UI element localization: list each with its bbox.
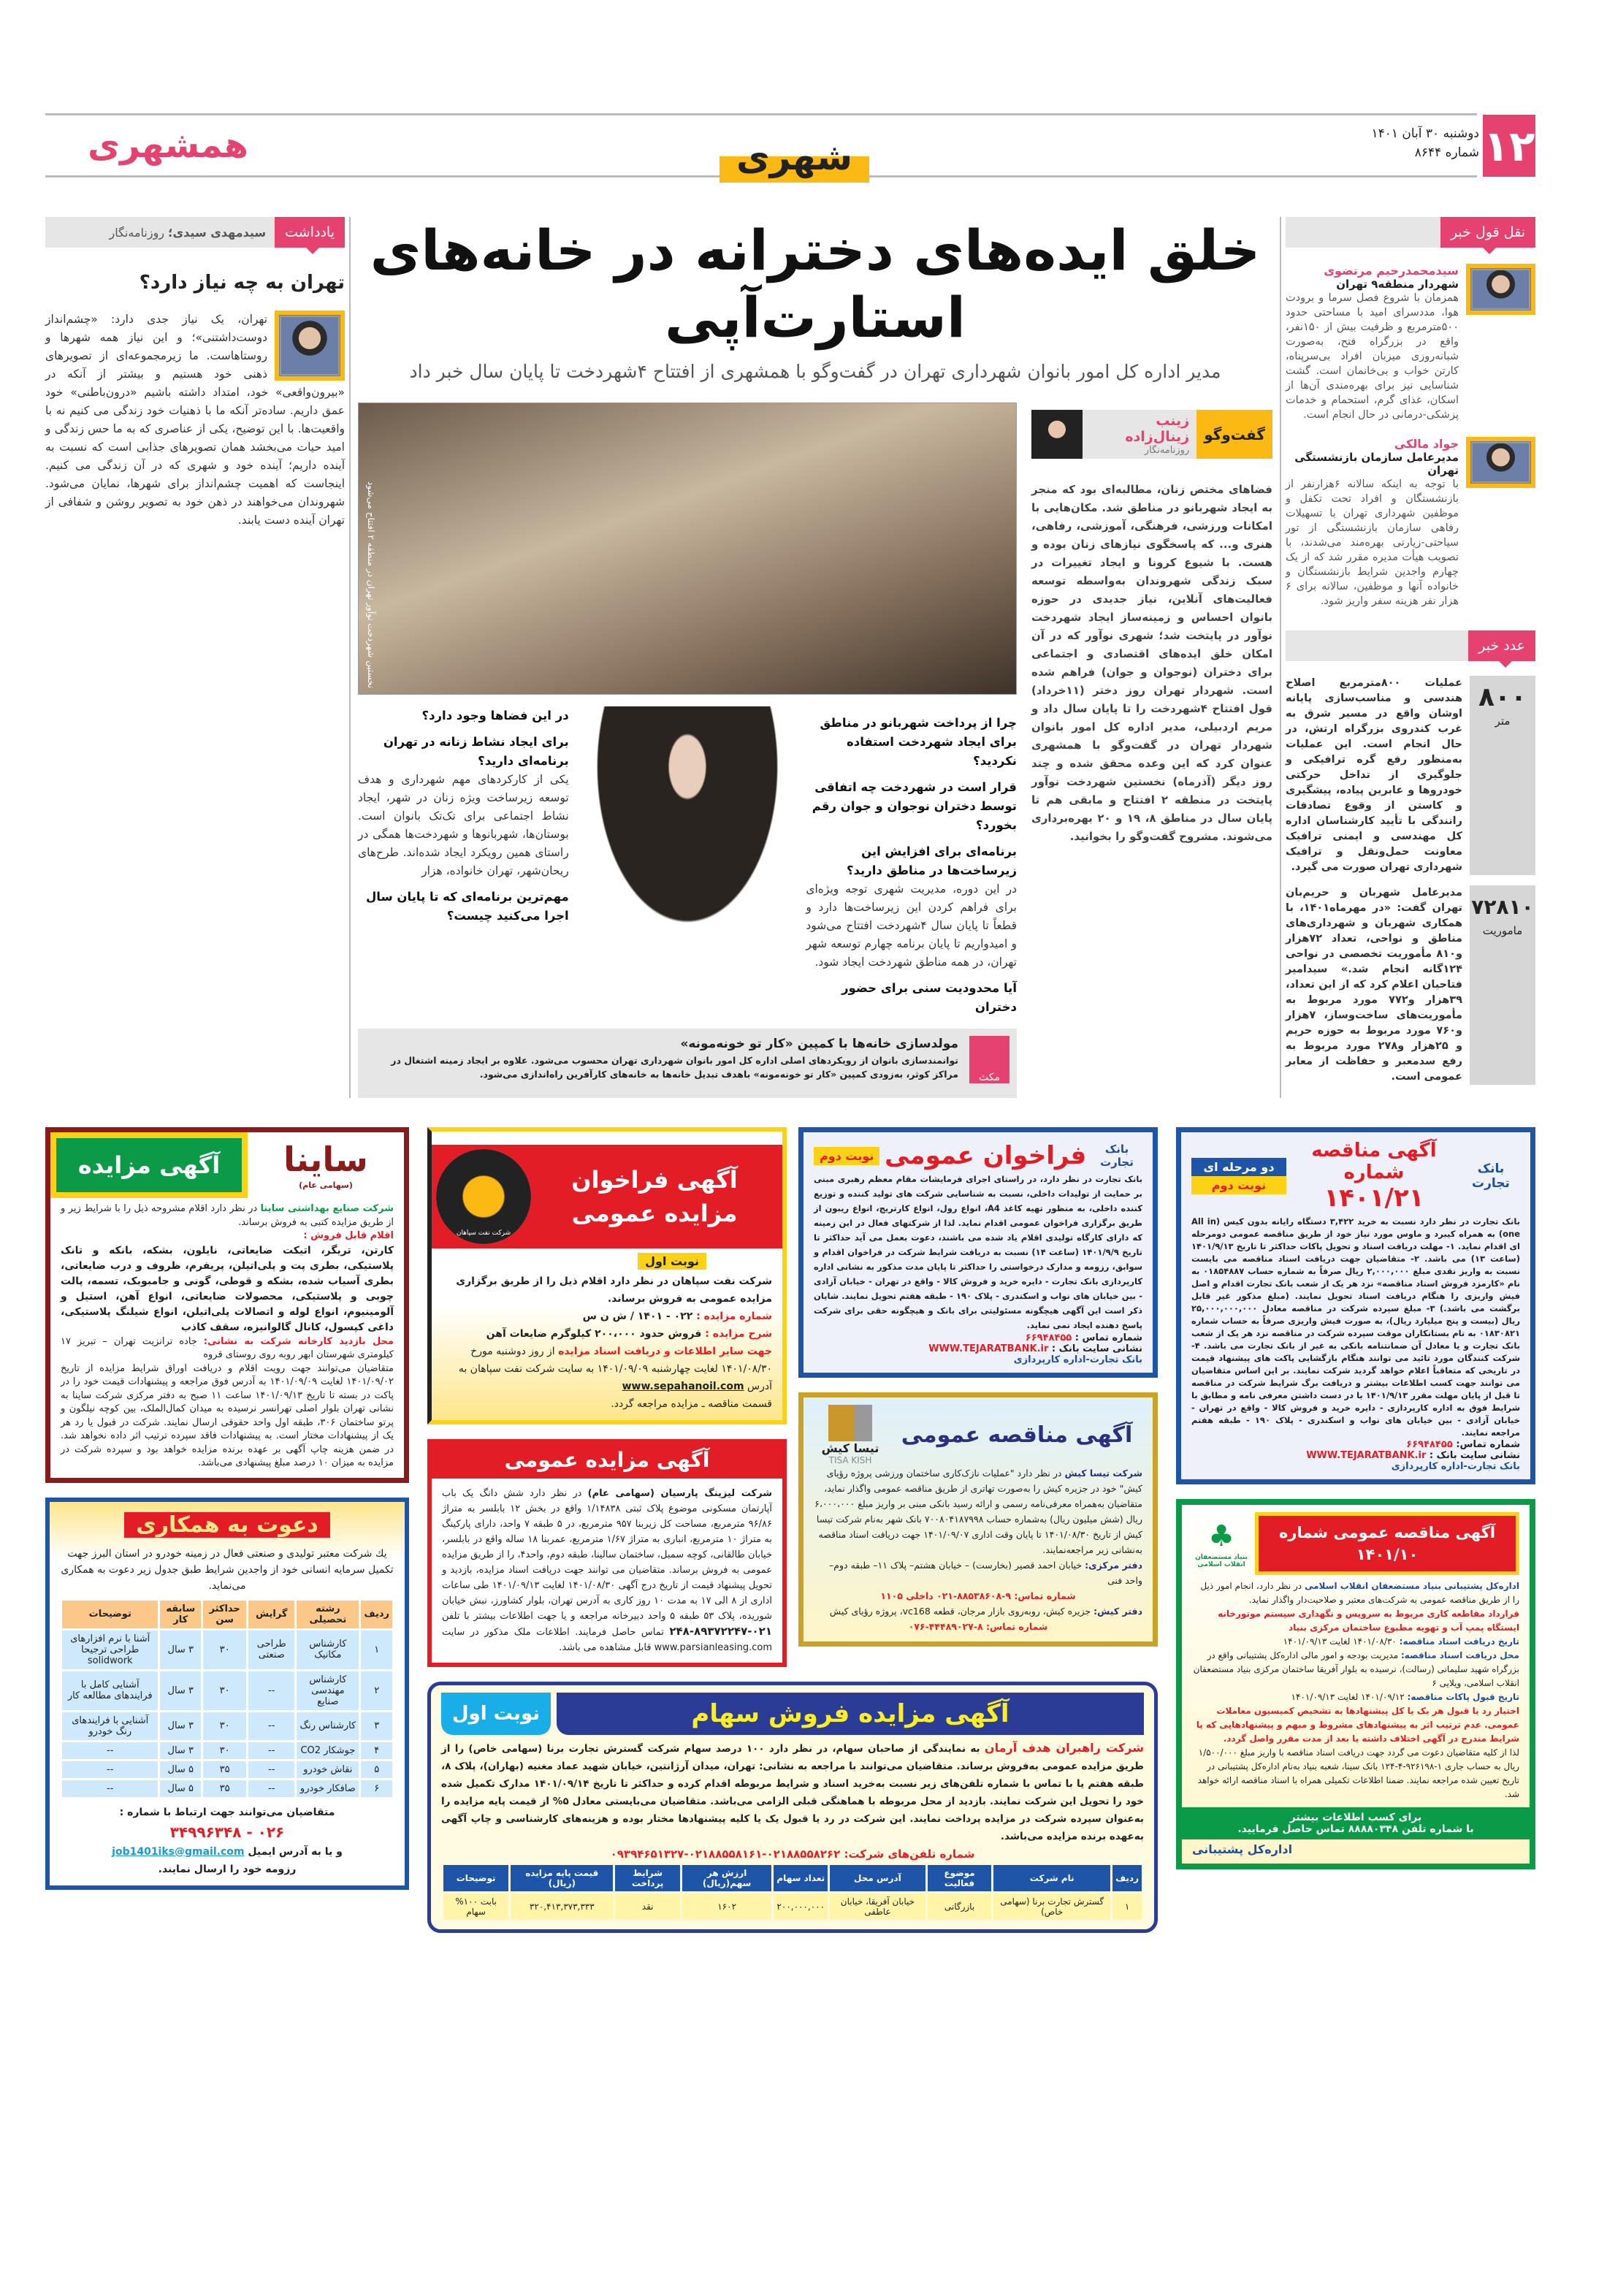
header-top-rule <box>45 113 1477 115</box>
ad-davat: دعوت به همکاری یك شركت معتبر تولیدی و صنعتی فعال در زمینه خودرو در استان البرز جهت تكمیل سرمایه انسانی خود از واجدین شرایط طبق جدول زیر دعوت به همكاری می‌نماید. ردیف رشته تحصیلی گرایش حداکثر سن سابقه کار توضیحات ۱ کارشناس مکانیک طراحی صنعتی ۳۰ ۳ سال آشنا با نرم افزارهای طراحی ترجیحا solidwork ۲ کارشناس مهندسی صنایع -- ۳۰ ۳ سال آشنایی کامل با فرایندهای مطالعه کار ۳ کارشناس رنگ -- ۳۰ ۳ سال آشنایی با فرایندهای رنگ خودرو ۴ جوشکار CO2 -- ۳۰ ۳ سال -- ۵ نقاش خودرو -- ۳۵ ۵ سال -- ۶ صافکار خودرو -- ۳۵ ۵ سال -- متقاضیان می‌توانند جهت ارتباط با شماره : ۰۲۶ - ۳۴۹۹۶۳۴۸ و یا به آدرس ایمیل job1401iks@gmail.com رزومه خود را ارسال نمایند. <box>45 1498 409 1890</box>
table-cell: ۳۰ <box>219 1744 230 1756</box>
table-cell: طراحی صنعتی <box>256 1639 286 1660</box>
ads-stack-mid-left <box>427 1127 787 1667</box>
issue-number: شماره ۸۶۴۴ <box>1414 145 1479 160</box>
sidebar-box <box>358 1029 1017 1098</box>
ads-row <box>0 1127 1607 1933</box>
table-cell: آشنایی کامل با فرایندهای مطالعه کار <box>67 1679 153 1701</box>
ad-body: در نظر دارد شش دانگ یک باب آپارتمان مسکونی موضوع پلاک ثبتی ۱/۱۴۸۳۸ واقع در بخش ۱۲ بابلسر به متراژ ۹۶/۸۶ مترمربع، مساحت کل زیربنا ۹۵۷ مترمربع، در ۵ طبقه ۷ واحد، دارای پارکینگ به متراژ ۱۰ مترمربع، انباری به متراژ ۱/۶۷ مترمربع، عمربنا ۱۸ ساله واقع در بابلسر، خیابان طالقانی، کوچه سمبل، ساختمان سالینا، طبقه دوم، واحد۴، را از طریق مزایده عمومی به فروش برساند. متقاضیان می توانند جهت دریافت اسناد مزایده، بازدید و تحویل پیشنهاد قیمت از تاریخ درج آگهی ۱۴۰۱/۰۸/۳۰ لغایت ۱۴۰۱/۰۹/۱۳ طی ساعات اداری از ۸ الی ۱۷ به مدت ۱۰ روز کاری به آدرس تهران، بلوار کشاورز، نبش خیابان شوریده، پلاک ۵۳ طبقه ۵ واحد دبیرخانه مراجعه و یا جهت اطلاعات بیشتر با تلفن <box>442 1488 772 1622</box>
table-cell: کارشناس رنگ <box>299 1720 356 1731</box>
ad-items: کارتن، تریگر، اتیکت ضایعاتی، نایلون، بشکه، بانکه و تانک پلاستیکی، بطری پت و پلی‌اتیلن، پریفرم، ظروف و درب ضایعاتی، بطری آسیاب شده، بشکه و قوطی، گونی و جامبوبک، تسمه، پالت چوبی و پلاستیکی، محصولات ضایعاتی، انواع آهن، استیل و آلومینیوم، انواع لوله و اتصالات پلی‌اتیلن، انواع شیلنگ پلاستیکی، داغی کپسول، کانال گالوانیزه، سقف کاذب <box>61 1244 394 1333</box>
note-title: تهران به چه نیاز دارد؟ <box>139 272 345 294</box>
ad-body: بانک تجارت در نظر دارد نسبت به خرید ۳,۴۲۲ دستگاه رایانه بدون کیس (All in one) به همراه کیبرد و ماوس مورد نیاز خود از طریق مناقصه عمومی دومرحله ای اقدام نماید. ۱- مهلت دریافت اسناد و تحویل پاکات حداکثر تا تاریخ ۱۴۰۱/۹/۱۳ (ساعت ۱۳) می باشد. ۲- متقاضیان جهت دریافت اسناد مناقصه می بایست نسبت به واریز نقدی مبلغ ۲,۰۰۰,۰۰۰ ریال صرفاً به شماره حساب ۰۱۸۵۴۸۸۷ به نام «کارمزد فروش اسناد مناقصه» نزد هر یک از شعب بانک تجارت اقدام و اصل فیش واریزی را هنگام دریافت اسناد تحویل نمایند. (مبلغ مذکور غیر قابل برگشت می باشد.) ۳- مبلغ سپرده شرکت در مناقصه معادل ۲۵,۰۰۰,۰۰۰,۰۰۰ ریال (بیست و پنج میلیارد ریال)، به صورت فیش واریزی صرفاً به حساب شماره ۰۱۸۳۰۸۲۱ به نام بستانکاران موقت سپرده شرکت در مناقصه نزد هر یک از شعب بانک تجارت و یا معادل آن ضمانتنامه بانکی به غیر از بانک تجارت می باشد. ۴- شرکت کنندگان مورد تائید می توانند هنگام بازگشایی پاکت های پیشنهاد قیمت در تاریخی که متعاقباً اعلام خواهد گردید شرکت نمایند. بر این اساس متقاضیان می توانند جهت کسب اطلاعات بیشتر و دریافت برگ شرایط شرکت در مناقصه تا قبل از پایان مهلت مقرر ۱۴۰۱/۹/۱۳ با در دست داشتن معرفی نامه و مطابق با شرایط فوق به اداره کارپردازی - دایره خرید و فروش کالا - واقع در تهران - خیابان آزادی - بین خیابان های نواب و اسکندری - پلاک ۱۹۰ - طبقه هفتم مراجعه نمایند. <box>1191 1216 1521 1438</box>
ad-tisa-kish: آگهی مناقصه عمومی تیسا کیش TISA KISH شرکت تیسا کیش در نظر دارد "عملیات نازک‌کاری ساختمان ورزشی پروژه رؤیای کیش" خود در جزیره کیش را به‌صورت تهاتری از طریق مناقصه عمومی واگذار نماید، متقاضیان به‌همراه معرفی‌نامه رسمی و ارائه رسید بانکی مبنی بر واریز مبلغ ۶،۰۰۰،۰۰۰ ریال (شش میلیون ریال) به‌شماره حساب ۷۰۰۸۰۴۱۸۷۹۹۸ بانک شهر به‌نام شرکت تیسا کیش از تاریخ ۱۴۰۱/۰۸/۳۰ تا پایان وقت اداری ۱۴۰۱/۰۹/۰۷ جهت دریافت اسناد مناقصه به‌نشانی زیر مراجعه‌نمایند. دفتر مرکزی: خیابان احمد قصیر (بخارست) – خیابان هشتم– پلاک ۱۱– طبقه دوم– واحد فنی شماره تماس: ۹-۸۸۵۳۸۶۰۸-۰۲۱ داخلی ۱۱۰۵ دفتر کیش: جزیره کیش، روبه‌روی بازار مرجان، قطعه vc168، پروژه رؤیای کیش شماره تماس: ۸-۴۴۴۸۹۰۲۷-۰۷۶ <box>798 1392 1158 1647</box>
quote-text: با توجه به اینکه سالانه ۶هزارنفر از بازنشستگان و افراد تحت تکفل و موظفین شهرداری تهران با تسهیلات رفاهی سازمان بازنشستگی از تور سیاحتی-زیارتی بهره‌مند می‌شدند، با تصویب هیأت مدیره مقرر شد که از یک چهارم واجدین شرایط بازنشستگان و خانواده آنها و موظفین، سالانه برای ۶ هزار نفر هزینه سفر واریز شود. <box>1286 478 1459 607</box>
ad-title: مزایده عمومی <box>571 1200 738 1227</box>
phone-number: ۶۶۹۴۸۴۵۵ <box>1025 1332 1072 1343</box>
table-cell: کارشناس مهندسی صنایع <box>309 1674 347 1707</box>
ad-title: آگهی مزایده فروش سهام <box>557 1693 1144 1735</box>
ad-intro: یك شركت معتبر تولیدی و صنعتی فعال در زمینه خودرو در استان البرز جهت تكمیل سرمایه انسانی خود از واجدین شرایط طبق جدول زیر دعوت به همكاری می‌نماید. <box>61 1547 394 1592</box>
table-cell: صافکار خودرو <box>299 1782 356 1794</box>
qa-block <box>806 842 1017 1017</box>
ad-body: در نظر دارد "عملیات نازک‌کاری ساختمان ورزشی پروژه رؤیای کیش" خود در جزیره کیش را به‌صورت تهاتری از طریق مناقصه عمومی واگذار نماید، متقاضیان به‌همراه معرفی‌نامه رسمی و ارائه رسید بانکی مبنی بر واریز مبلغ ۶،۰۰۰،۰۰۰ ریال (شش میلیون ریال) به‌شماره حساب ۷۰۰۸۰۴۱۸۷۹۹۸ بانک شهر به‌نام شرکت تیسا کیش از تاریخ ۱۴۰۱/۰۸/۳۰ تا پایان وقت اداری ۱۴۰۱/۰۹/۰۷ جهت دریافت اسناد مناقصه به‌نشانی زیر مراجعه‌نمایند. <box>814 1468 1142 1555</box>
table-cell: ۳ سال <box>167 1720 194 1731</box>
table-cell: ۳۲۰,۴۱۳,۳۷۳,۳۳۳ <box>529 1902 595 1912</box>
phone-label: شماره تماس: <box>1456 1439 1520 1450</box>
section-title: شهری <box>719 131 869 183</box>
article-body-area <box>358 403 1272 1098</box>
ad-org: اداره‌کل پشتیبانی بنیاد مستضعفان انقلاب اسلامی <box>1304 1581 1519 1591</box>
ad-title: آگهی مناقصه عمومی شماره ۱۴۰۱/۱۰ <box>1255 1512 1519 1575</box>
phone-number: ۰۲۶ - ۳۴۹۹۶۳۴۸ <box>169 1823 285 1841</box>
quote-name: سیدمحمدرحیم مرتضوی <box>1324 264 1459 278</box>
table-cell: نقد <box>641 1902 654 1912</box>
page-header <box>0 0 1607 190</box>
table-cell: ۳۵ <box>219 1782 230 1794</box>
ad-number: ۱۴۰۱/۲۱ <box>1324 1183 1424 1213</box>
ad-company: شرکت تیسا کیش <box>1064 1468 1142 1479</box>
number-box <box>1470 676 1535 875</box>
table-row <box>62 1780 392 1797</box>
main-article <box>349 217 1281 1098</box>
sidebar-body: توانمندسازی بانوان از رویکردهای اصلی اداره کل امور بانوان شهرداری تهران محسوب می‌شود. علاوه بر ایجاد زمینه اشتغال در مراکز کوثر، به‌زودی کمپین «کار تو خونه‌مونه» باهدف تبدیل خانه‌ها به خانه‌های کارآفرین راه‌اندازی می‌شود. <box>391 1055 958 1080</box>
table-cell: ۲۰۰,۰۰۰,۰۰۰ <box>776 1902 825 1912</box>
tejarat-logo: بانک تجارت <box>1472 1162 1510 1191</box>
phone-number: ۰۲۱۸۸۵۵۸۲۶۲-۰۲۱۸۸۵۵۸۱۶۱-۰۹۳۹۴۶۵۱۳۲۷ <box>610 1847 841 1861</box>
table-row <box>62 1761 392 1778</box>
number-text: عملیات ۸۰۰مترمربع اصلاح هندسی و مناسب‌سازی پایانه اوشان واقع در مسیر شرق به غرب کندروی بزرگراه ارتش، در حال انجام است. این عملیات به‌منظور رفع گره ترافیکی و جلوگیری از تداخل حرکتی خودروها و عابرین پیاده، پیشگیری و کاستن از وقوع تصادفات رانندگی با تأیید کارشناسان اداره کل مهندسی و ایمنی ترافیک معاونت حمل‌ونقل و ترافیک شهرداری تهران صورت می گیرد. <box>1286 677 1462 873</box>
issue-info <box>1337 124 1479 162</box>
phone-number: شماره تماس: ۸-۴۴۴۸۹۰۲۷-۰۷۶ <box>908 1621 1048 1632</box>
ads-stack-left <box>45 1127 409 1890</box>
phone-number: ۶۶۹۴۸۴۵۵ <box>1406 1439 1453 1450</box>
number-value: ۷۲۸۱۰ <box>1471 895 1534 919</box>
note-body: تهران، یک نیاز جدی دارد: «چشم‌انداز دوست‌داشتنی»؛ و این نیاز همه شهرها و روستاهاست. ما زیرمجموعه‌ای از تصویرهای ذهنی خود هستیم و بیشتر از آنکه در «بیرون‌واقعی» خود، امتداد داشته باشیم «درون‌باطنی» خود عمق داریم. ساده‌تر آنکه ما با ذهنیات خود زندگی می کنیم نه با واقعیت‌ها. با این توضیح، یکی از عناصری که به ما حس زندگی و امید حیات می‌بخشد همان تصویرهای جذابی است که نسبت به آینده داریم؛ آینده خود و شهری که در آن زندگی می کنیم. اینجاست که اهمیت چشم‌انداز برای شهرها، نمایان می‌شود. شهروندان می‌خواهند در ذهن خود به تصویر روشن و شفافی از تهران آینده دست یابند. <box>45 313 345 527</box>
number-item <box>1286 676 1535 875</box>
interview-byline <box>1031 403 1272 846</box>
ads-stack-right <box>1176 1127 1535 1869</box>
ad-badge: نوبت اول <box>441 1693 551 1735</box>
ad-tejarat-call: بانک تجارت فراخوان عمومی نوبت دوم بانک تجارت در نظر دارد، در راستای اجرای فرمایشات مقام معظم رهبری مبنی بر حمایت از تولیدات داخلی، نسبت به شناسایی شرکت های تولید کننده و توزیع کننده داخلی، به منظور تهیه کاغذ A4، انواع رول، انواع کارتریج، انواع ریبون از طریق برگزاری فراخوان عمومی اقدام نماید. لذا از شرکتهای فعال در این زمینه که دارای کارگاه تولیدی اقلام یاد شده می باشند، دعوت بعمل می آید حداکثر تا تاریخ ۱۴۰۱/۹/۹ (ساعت ۱۴) نسبت به دریافت شرایط شرکت در فراخوان اقدام و سوابق، رزومه و مدارک درخواستی را حداکثر تا پایان مدت مذکور به نشانی اداره کارپردازی بانک تجارت - دایره خرید و فروش کالا - واقع در تهران - خیابان آزادی - بین خیابان های نواب و اسکندری - پلاک ۱۹۰ - طبقه هفتم تحویل نمایند. شایان ذکر است این آگهی هیچگونه مسئولیتی برای بانک و هیچگونه حقی برای شرکت پاسخ دهنده ایجاد نمی نماید. شماره تماس : ۶۶۹۴۸۴۵۵ نشانی سایت بانک : WWW.TEJARATBANK.ir بانک تجارت-اداره کارپردازی <box>798 1127 1158 1378</box>
ad-title: آگهی مزایده عمومی <box>432 1443 782 1479</box>
table-cell: ۵ سال <box>167 1782 194 1794</box>
table-cell: ۳ سال <box>167 1644 194 1655</box>
ad-footer: اداره‌کل پشتیبانی <box>1192 1842 1293 1856</box>
quote-text: همزمان با شروع فصل سرما و برودت هوا، مددسرای امید با مساحتی حدود ۵۰۰مترمربع و ظرفیت بیش از ۱۵۰نفر، واقع در بزرگراه فتح، به‌صورت شبانه‌روزی میزبان افراد بی‌سرپناه، کارتن خواب و بی‌خانمان است. گشت شناسایی نیز برای بهره‌مندی آن‌ها از اسکان، غذای گرم، استحمام و خدمات پزشکی-درمانی در حال انجام است. <box>1286 292 1459 421</box>
question: برای ایجاد نشاط زنانه در تهران برنامه‌ای دارید؟ <box>383 735 569 768</box>
qa-block <box>358 888 569 926</box>
table-cell: -- <box>107 1744 114 1756</box>
table-cell: ۱ <box>1124 1902 1130 1912</box>
ad-intro: در نظر دارد اقلام مشروحه ذیل را با شرایط زیر و از طریق مزایده کتبی به فروش برساند. <box>61 1203 394 1228</box>
note-author: سیدمهدی سیدی؛ <box>168 225 267 240</box>
table-cell: -- <box>268 1763 275 1775</box>
reporter-name: زینب زینال‌زاده <box>1125 413 1190 445</box>
ad-company: شرکت صنایع بهداشتی ساینا <box>260 1203 394 1214</box>
answer: یکی از کارکردهای مهم شهرداری و هدف توسعه زیرساخت ویژه زنان در شهر، ایجاد نشاط اجتماعی برای تک‌تک بانوان است. بوستان‌ها، شهربانوها و شهردخت‌ها همگی در راستای همین رویکرد ایجاد شده‌اند. طرح‌های ریحان‌شهر، تهران خانواده، هزار <box>358 773 569 877</box>
website-link[interactable]: www.sepahanoil.com <box>622 1381 744 1392</box>
interviewee-photo <box>582 706 793 947</box>
table-cell: ۳۰ <box>219 1685 230 1696</box>
quote-role: شهردار منطقه۹ تهران <box>1336 278 1459 291</box>
issue-date: دوشنبه ۳۰ آبان ۱۴۰۱ <box>1371 126 1479 141</box>
table-cell: -- <box>268 1685 275 1696</box>
table-cell: گسترش تجارت برنا (سهامی خاص) <box>1000 1896 1104 1917</box>
ad-title: فراخوان عمومی <box>885 1141 1087 1170</box>
table-cell: ۴ <box>374 1744 380 1756</box>
sepahan-logo: شرکت نفت سپاهان <box>436 1149 531 1244</box>
reporter-role: روزنامه‌نگار <box>1144 445 1190 456</box>
ad-subject: قرارداد مقاطعه کاری مربوط به سرویس و نگهداری سیستم موتورخانه ایستگاه پمپ آب و تهویه مطبوع ساختمان مرکزی بنیاد <box>1218 1609 1519 1633</box>
ad-company: شرکت راهبران هدف آرمان <box>984 1741 1144 1755</box>
ads-middle <box>427 1127 1158 1933</box>
number-unit: متر <box>1495 714 1511 728</box>
article-headline: خلق ایده‌های دخترانه در خانه‌های استارت‌آپی <box>370 218 1261 350</box>
quote-role: مدیرعامل سازمان بازنشستگی تهران <box>1294 451 1459 477</box>
quote-portrait <box>1466 437 1535 488</box>
question: چرا از پرداخت شهربانو در مناطق برای ایجاد شهردخت استفاده نکردید؟ <box>820 716 1017 768</box>
ads-stack-mid-right <box>798 1127 1158 1647</box>
table-cell: نقاش خودرو <box>303 1763 353 1775</box>
table-cell: آشنا با نرم افزارهای طراحی ترجیحا solidwork <box>70 1633 150 1666</box>
tejarat-logo: بانک تجارت <box>1100 1143 1134 1169</box>
quote-item <box>1286 437 1535 609</box>
sidebar-title: مولدسازی خانه‌ها با کمپین «کار تو خونه‌مونه» <box>680 1037 958 1051</box>
table-cell: خیابان آفریقا، خیابان عاطفی <box>840 1896 915 1917</box>
ad-badge: نوبت اول <box>638 1253 706 1270</box>
ad-title: آگهی مزایده <box>50 1132 248 1198</box>
table-cell: ۳ <box>374 1720 380 1731</box>
ad-company: شرکت لیزینگ پارسیان (سهامی عام) <box>587 1488 772 1499</box>
interview-columns <box>358 706 1017 1017</box>
table-cell: ۶ <box>374 1782 380 1794</box>
table-row <box>62 1742 392 1759</box>
ad-title: آگهی فراخوان <box>571 1166 738 1194</box>
table-cell: -- <box>107 1782 114 1794</box>
note-tag: یادداشت سیدمهدی سیدی؛ روزنامه‌نگار <box>45 217 345 248</box>
ad-body: لذا از کلیه متقاضیان دعوت می گردد جهت دریافت اسناد مناقصه با واریز مبلغ ۱/۵۰۰/۰۰۰ ریال به حساب جاری ۱-۹۲۶۱۹۸-۴-۱۲۴ بانک سینا، شعبه بنیاد به‌نام اداره‌کل پشتیبانی در تاریخ تعیین شده مراجعه نمایند. ضمنا اطلاعات تکمیلی همراه با اسناد مناقصه ارائه خواهد شد. <box>1197 1747 1519 1799</box>
ad-body: بانک تجارت در نظر دارد، در راستای اجرای فرمایشات مقام معظم رهبری مبنی بر حمایت از تولیدات داخلی، نسبت به شناسایی شرکت های تولید کننده و توزیع کننده داخلی، به منظور تهیه کاغذ A4، انواع رول، انواع کارتریج، انواع ریبون از طریق برگزاری فراخوان عمومی اقدام نماید. لذا از شرکتهای فعال در این زمینه که دارای کارگاه تولیدی اقلام یاد شده می باشند، دعوت بعمل می آید حداکثر تا تاریخ ۱۴۰۱/۹/۹ (ساعت ۱۴) نسبت به دریافت شرایط شرکت در فراخوان اقدام و سوابق، رزومه و مدارک درخواستی را حداکثر تا پایان مدت مذکور به نشانی اداره کارپردازی بانک تجارت - دایره خرید و فروش کالا - واقع در تهران - خیابان آزادی - بین خیابان های نواب و اسکندری - پلاک ۱۹۰ - طبقه هفتم تحویل نمایند. شایان ذکر است این آگهی هیچگونه مسئولیتی برای بانک و هیچگونه حقی برای شرکت پاسخ دهنده ایجاد نمی نماید. <box>814 1174 1143 1330</box>
question: آیا محدودیت سنی برای حضور دختران <box>841 981 1017 1014</box>
ad-badge: نوبت دوم <box>814 1147 879 1165</box>
shares-table: ردیف نام شرکت موضوع فعالیت آدرس محل تعداد سهام ارزش هر سهم(ریال) شرایط پرداخت قیمت پایه مزایده (ریال) توضیحات ۱ گسترش تجارت برنا (سهامی خاص) بازرگانی خیابان آفریقا، خیابان عاطفی ۲۰۰,۰۰۰,۰۰۰ ۱۶۰۲ نقد ۳۲۰,۴۱۳,۳۷۳,۳۳۳ بابت ۱۰۰% سهام <box>441 1863 1144 1922</box>
table-cell: جوشکار CO2 <box>300 1744 356 1756</box>
ad-badge: دو مرحله ای <box>1191 1158 1286 1176</box>
number-box <box>1470 885 1535 1085</box>
reporter-photo <box>1031 410 1083 459</box>
article-subhead: مدیر اداره کل امور بانوان شهرداری تهران در گفت‌وگو با همشهری از افتتاح ۴شهردخت تا پایان سال خبر داد <box>409 361 1221 382</box>
table-cell: ۳ سال <box>167 1685 194 1696</box>
interview-tag: گفت‌وگو <box>1196 410 1272 459</box>
site-label: نشانی سایت بانک : <box>1429 1450 1520 1461</box>
ad-footer: بانک تجارت-اداره کارپردازی <box>1013 1354 1142 1365</box>
ad-body: متقاضیان می‌توانند جهت رویت اقلام و دریافت اوراق شرایط مزایده از تاریخ ۱۴۰۱/۰۹/۰۲ لغایت ۱۴۰۱/۰۹/۰۹ به آدرس فوق مراجعه و پیشنهادات قیمت خود را در پاکت در بسته تا تاریخ ۱۴۰۱/۰۹/۱۳ ساعت ۱۱ صبح به دفتر مرکزی شرکت ساینا به نشانی تهران بلوار اصلی تهرانسر نرسیده به میدان کمال‌الملک، بین کوچه نیلگون و پرتو ساختمان ۳۰۶، طبقه اول واحد حقوقی ارسال نمایند. شرکت در قبول یا رد هر یک از پیشنهادات مختار است. به پیشنهادات فاقد سپرده ترتیب اثر داده نخواهد شد. در ضمن هزینه چاپ آگهی بر عهده برنده مزایده خواهد بود و سپرده شرکت در مزایده به میزان ۱۰ درصد مبلغ پیشنهادی می‌باشد. <box>61 1362 394 1468</box>
table-cell: ۲ <box>374 1685 380 1696</box>
number-value: ۸۰۰ <box>1478 682 1527 712</box>
ad-body: به نمایندگی از صاحبان سهام، در نظر دارد ۱۰۰ درصد سهام شرکت گسترش تجارت برنا (سهامی خاص) را از طریق مزایده عمومی به‌فروش برساند. متقاضیان می‌توانند با مراجعه به نشانی: تهران، میدان آرژانتین، خیابان شهید عماد مغنیه (بهاران)، پلاک ۸، طبقه هفتم یا با تماس با شماره تلفن‌های زیر نسبت به‌خرید اسناد و شرایط مربوطه اقدام کرده و حداکثر تا تاریخ ۱۴۰۱/۰۹/۱۴ مدارک تکمیل شده خود را تحویل این شرکت نمایند. بازدید از محل مربوطه با هماهنگی قبلی الزامی می‌باشد. متقاضیان می‌بایستی معادل ۵% از قیمت پایه مزایده را به‌عنوان سپرده شرکت در مزایده پرداخت نمایند. این شرکت در رد یا قبول یک یا کلیه پیشنهادها مختار بوده و هزینه‌های کارشناسی و چاپ آگهی به‌عهده برنده مزایده می‌باشد. <box>441 1743 1144 1842</box>
table-cell: آشنایی با فرایندهای رنگ خودرو <box>72 1715 149 1737</box>
ad-title: آگهی مناقصه عمومی <box>901 1422 1133 1448</box>
article-main-columns <box>358 403 1017 1098</box>
table-cell: -- <box>268 1720 275 1731</box>
table-cell: ۳۵ <box>219 1763 230 1775</box>
question: برنامه‌ای برای افزایش این زیرساخت‌ها در مناطق دارید؟ <box>846 844 1017 877</box>
ad-tejarat-tender <box>1176 1127 1535 1484</box>
number-item <box>1286 885 1535 1085</box>
table-cell: ۱۶۰۲ <box>717 1902 737 1912</box>
table-cell: ۵ سال <box>167 1763 194 1775</box>
note-author-role: روزنامه‌نگار <box>109 225 165 240</box>
page-number: ۱۲ <box>1483 115 1535 177</box>
ad-info: برای کسب اطلاعات بیشتر با شماره تلفن ۸۸۸۸۰۳۴۸ تماس حاصل فرمایید. <box>1182 1807 1530 1839</box>
quote-item <box>1286 264 1535 422</box>
question: قرار است در شهردخت چه اتفاقی توسط دختران نوجوان و جوان رقم بخورد؟ <box>812 780 1017 832</box>
photo-caption: نخستین شهردخت نوآور تهران در منطقه ۲ افتتاح می‌شود <box>366 481 376 688</box>
phone-number: ۰۲۱-۸۹۳۷۲۲۴۷-۲۴۸ <box>669 1625 772 1638</box>
ad-title: دعوت به همکاری <box>124 1512 330 1538</box>
table-cell: ۳ سال <box>167 1744 194 1756</box>
quote-portrait <box>1466 264 1535 315</box>
sidebar-tag: مکث <box>969 1036 1009 1083</box>
table-cell: ۱ <box>374 1644 380 1655</box>
note-column <box>45 217 345 530</box>
table-cell: ۵ <box>374 1763 380 1775</box>
editorial-row <box>0 217 1607 1098</box>
ad-title: آگهی مناقصه شماره <box>1311 1140 1437 1183</box>
table-cell: کارشناس مکانیک <box>309 1639 347 1660</box>
quotes-tag: نقل قول خبر <box>1286 217 1535 248</box>
number-unit: ماموریت <box>1482 924 1523 937</box>
saina-logo: ساینا (سهامی عام) <box>283 1140 368 1190</box>
ad-badge: نوبت دوم <box>1191 1176 1286 1194</box>
qa-block <box>358 706 569 880</box>
number-text: مدیرعامل شهربان و حریم‌بان تهران گفت: «در مهرماه۱۴۰۱، با همکاری شهربان و شهرداری‌های مناطق و نواحی، تعداد ۷۲هزار و۸۱۰ مأموریت تخصصی در نواحی ۱۲۴گانه انجام شد.» سیدامیر فتاحیان اعلام کرد که از این تعداد، ۳۹هزار و۷۷۲ مورد مربوط به مأموریت‌های ساخت‌وساز، ۷هزار و۷۶۰ مورد مربوط به حوزه حریم و ۲۵هزار و۲۷۸ مورد مربوط به رفع سدمعبر و حفاظت از معابر عمومی است. <box>1286 887 1463 1083</box>
ad-warning: اختیار رد یا قبول هر یک یا کل پیشنهادها به تشخیص کمیسیون معاملات عمومی. عدم ترتیب اثر به پیشنهادهای مشروط و مبهم و پیشنهادهایی که با شرایط مندرج در آگهی اختلاف داشته یا بعد از مدت مقرر واصل گردد. <box>1196 1706 1519 1744</box>
ad-sepahan: آگهی فراخوان مزایده عمومی شرکت نفت سپاهان نوبت اول شرکت نفت سپاهان در نظر دارد اقلام ذیل را از طریق برگزاری مزایده عمومی به فروش برساند. شماره مزایده : ۰۲۲ - ۱۴۰۱ / ش ن س شرح مزایده : فروش حدود ۲۰۰،۰۰۰ کیلوگرم ضایعات آهن جهت سایر اطلاعات و دریافت اسناد مزایده از روز دوشنبه مورخ ۱۴۰۱/۰۸/۳۰ لغایت چهارشنبه ۱۴۰۱/۰۹/۰۹ به سایت شرکت نفت سپاهان به آدرس www.sepahanoil.com قسمت مناقصه ـ مزایده مراجعه گردد. <box>427 1127 787 1424</box>
table-row <box>443 1893 1142 1920</box>
answer: در این دوره، مدیریت شهری توجه ویژه‌ای برای فراهم کردن این زیرساخت‌ها دارد و قطعاً تا پایان سال ۴شهردخت افتتاح می‌شود و امیدواریم تا پایان برنامه چهارم توسعه شهر تهران، در همه مناطق شهردخت ایجاد شود. <box>806 882 1017 969</box>
article-lead: فضاهای مختص زنان، مطالبه‌ای بود که منجر به ایجاد شهربانو در مناطق شد. مکان‌هایی با امکانات ورزشی، فرهنگی، آموزشی، رفاهی، هنری و... که پاسخگوی نیازهای زنان بوده و هست. با شیوع کرونا و ایجاد تغییرات در سبک زندگی شهروندان به‌واسطه توسعه فعالیت‌های آنلاین، نیاز جدیدی در حوزه بانوان احساس و زمینه‌ساز ایجاد شهردخت نوآور در پایتخت شد؛ شهری نوآور که در آن امکان خلق ایده‌های اقتصادی و اجتماعی برای دختران (نوجوان و جوان) فراهم شده است. شهردار تهران روز دختر (۱۱خرداد) قول افتتاح ۴شهردخت را تا پایان سال داد و مریم اردبیلی، مدیر اداره کل امور بانوان شهردار تهران در گفت‌وگو با همشهری عنوان کرد که این وعده محقق شده و چند روز دیگر (آذرماه) نخستین شهردخت نوآور پایتخت در منطقه ۲ افتتاح و مابقی هم تا پایان سال در مناطق ۸، ۱۹ و ۲۰ بهره‌برداری می‌شوند. مشروح گفت‌وگو را بخوانید. <box>1031 483 1273 843</box>
bonyad-logo: ♣ بنیاد مستضعفان انقلاب اسلامی <box>1195 1519 1248 1568</box>
email-link[interactable]: job1401iks@gmail.com <box>112 1845 245 1858</box>
ad-intro: در نظر دارد، انجام امور ذیل را از طریق مناقصه عمومی به شرکت‌های معتبر و صلاحیت‌دار واگذار نماید. <box>1200 1581 1519 1605</box>
table-row <box>62 1671 392 1710</box>
table-cell: -- <box>268 1744 275 1756</box>
table-cell: بازرگانی <box>944 1902 975 1912</box>
quote-name: جواد مالکی <box>1394 437 1459 451</box>
table-cell: ۳۰ <box>219 1644 230 1655</box>
table-cell: -- <box>107 1763 114 1775</box>
table-cell: -- <box>268 1782 275 1794</box>
jobs-table: ردیف رشته تحصیلی گرایش حداکثر سن سابقه کار توضیحات ۱ کارشناس مکانیک طراحی صنعتی ۳۰ ۳ سال آشنا با نرم افزارهای طراحی ترجیحا solidwork ۲ کارشناس مهندسی صنایع -- ۳۰ ۳ سال آشنایی کامل با فرایندهای مطالعه کار ۳ کارشناس رنگ -- ۳۰ ۳ سال آشنایی با فرایندهای رنگ خودرو ۴ جوشکار CO2 -- ۳۰ ۳ سال -- ۵ نقاش خودرو -- ۳۵ ۵ سال -- ۶ صافکار خودرو -- ۳۵ ۵ سال -- <box>60 1598 394 1799</box>
ad-saina: ساینا (سهامی عام) آگهی مزایده شرکت صنایع بهداشتی ساینا در نظر دارد اقلام مشروحه ذیل را با شرایط زیر و از طریق مزایده کتبی به فروش برساند. اقلام قابل فروش : کارتن، تریگر، اتیکت ضایعاتی، نایلون، بشکه، بانکه و تانک پلاستیکی، بطری پت و پلی‌اتیلن، پریفرم، ظروف و درب ضایعاتی، بطری آسیاب شده، بشکه و قوطی، گونی و جامبوبک، تسمه، پالت چوبی و پلاستیکی، محصولات ضایعاتی، انواع آهن، استیل و آلومینیوم، انواع لوله و اتصالات پلی‌اتیلن، انواع شیلنگ پلاستیکی، داغی کپسول، کانال گالوانیزه، سقف کاذب محل بازدید کارخانه شرکت به نشانی: جاده ترانزیت تهران – تبریز ۱۷ کیلومتری شهرستان ابهر روبه روی روستای قروه متقاضیان می‌توانند جهت رویت اقلام و دریافت اوراق شرایط مزایده از تاریخ ۱۴۰۱/۰۹/۰۲ لغایت ۱۴۰۱/۰۹/۰۹ به آدرس فوق مراجعه و پیشنهادات قیمت خود را در پاکت در بسته تا تاریخ ۱۴۰۱/۰۹/۱۳ ساعت ۱۱ صبح به دفتر مرکزی شرکت ساینا به نشانی تهران بلوار اصلی تهرانسر نرسیده به میدان کمال‌الملک، بین کوچه نیلگون و پرتو ساختمان ۳۰۶، طبقه اول واحد حقوقی ارسال نمایند. شرکت در قبول یا رد هر یک از پیشنهادات مختار است. به پیشنهادات فاقد سپرده ترتیب اثر داده نخواهد شد. در ضمن هزینه چاپ آگهی بر عهده برنده مزایده خواهد بود و سپرده شرکت در مزایده به میزان ۱۰ درصد مبلغ پیشنهادی می‌باشد. <box>45 1127 409 1483</box>
ad-intro: شرکت نفت سپاهان در نظر دارد اقلام ذیل را از طریق برگزاری مزایده عمومی به فروش برساند. <box>456 1275 772 1305</box>
article-photo <box>358 403 1017 695</box>
table-cell: ۳۰ <box>219 1720 230 1731</box>
quotes-column <box>1286 217 1535 1085</box>
table-row <box>62 1712 392 1740</box>
website-link[interactable]: WWW.TEJARATBANK.ir <box>1306 1450 1427 1461</box>
phone-number: شماره تماس: ۹-۸۸۵۳۸۶۰۸-۰۲۱ داخلی ۱۱۰۵ <box>880 1590 1076 1601</box>
tisa-logo: تیسا کیش TISA KISH <box>814 1405 887 1465</box>
ad-sahm: آگهی مزایده فروش سهام نوبت اول شرکت راهبران هدف آرمان به نمایندگی از صاحبان سهام، در نظر دارد ۱۰۰ درصد سهام شرکت گسترش تجارت برنا (سهامی خاص) را از طریق مزایده عمومی به‌فروش برساند. متقاضیان می‌توانند با مراجعه به نشانی: تهران، میدان آرژانتین، خیابان شهید عماد مغنیه (بهاران)، پلاک ۸، طبقه هفتم یا با تماس با شماره تلفن‌های زیر نسبت به‌خرید اسناد و شرایط مربوطه اقدام کرده و حداکثر تا تاریخ ۱۴۰۱/۰۹/۱۴ مدارک تکمیل شده خود را تحویل این شرکت نمایند. بازدید از محل مربوطه با هماهنگی قبلی الزامی می‌باشد. متقاضیان می‌بایستی معادل ۵% از قیمت پایه مزایده را به‌عنوان سپرده شرکت در مزایده پرداخت نمایند. این شرکت در رد یا قبول یک یا کلیه پیشنهادها مختار بوده و هزینه‌های کارشناسی و چاپ آگهی به‌عهده برنده مزایده می‌باشد. شماره تلفن‌های شرکت: ۰۲۱۸۸۵۵۸۲۶۲-۰۲۱۸۸۵۵۸۱۶۱-۰۹۳۹۴۶۵۱۳۲۷ ردیف نام شرکت موضوع فعالیت آدرس محل تعداد سهام ارزش هر سهم(ریال) شرایط پرداخت قیمت پایه مزایده (ریال) توضیحات ۱ گسترش تجارت برنا (سهامی خاص) بازرگانی خیابان آفریقا، خیابان عاطفی ۲۰۰,۰۰۰,۰۰۰ ۱۶۰۲ نقد ۳۲۰,۴۱۳,۳۷۳,۳۳۳ بابت ۱۰۰% سهام <box>427 1682 1158 1933</box>
ad-bonyad: آگهی مناقصه عمومی شماره ۱۴۰۱/۱۰ ♣ بنیاد مستضعفان انقلاب اسلامی اداره‌کل پشتیبانی بنیاد مستضعفان انقلاب اسلامی در نظر دارد، انجام امور ذیل را از طریق مناقصه عمومی به شرکت‌های معتبر و صلاحیت‌دار واگذار نماید. قرارداد مقاطعه کاری مربوط به سرویس و نگهداری سیستم موتورخانه ایستگاه پمپ آب و تهویه مطبوع ساختمان مرکزی بنیاد تاریخ دریافت اسناد مناقصه: ۱۴۰۱/۰۸/۳۰ لغایت ۱۴۰۱/۰۹/۱۳ محل دریافت اسناد مناقصه: مدیریت بودجه و امور مالی اداره‌کل پشتیبانی واقع در بزرگراه شهید سلیمانی (رسالت)، نرسیده به بلوار آفریقا ساختمان مرکزی بنیاد مستضعفان انقلاب اسلامی، ویلایی ۶ تاریخ قبول پاکات مناقصه: ۱۴۰۱/۰۹/۱۲ لغایت ۱۴۰۱/۰۹/۱۳ اختیار رد یا قبول هر یک یا کل پیشنهادها به تشخیص کمیسیون معاملات عمومی. عدم ترتیب اثر به پیشنهادهای مشروط و مبهم و پیشنهادهایی که با شرایط مندرج در آگهی اختلاف داشته یا بعد از مدت مقرر واصل گردد. لذا از کلیه متقاضیان دعوت می گردد جهت دریافت اسناد مناقصه با واریز مبلغ ۱/۵۰۰/۰۰۰ ریال به حساب جاری ۱-۹۲۶۱۹۸-۴-۱۲۴ بانک سینا، شعبه بنیاد به‌نام اداره‌کل پشتیبانی در تاریخ تعیین شده مراجعه نمایند. ضمنا اطلاعات تکمیلی همراه با اسناد مناقصه ارائه خواهد شد. برای کسب اطلاعات بیشتر با شماره تلفن ۸۸۸۸۰۳۴۸ تماس حاصل فرمایید. اداره‌کل پشتیبانی <box>1176 1499 1535 1869</box>
ad-parsian: آگهی مزایده عمومی شرکت لیزینگ پارسیان (سهامی عام) در نظر دارد شش دانگ یک باب آپارتمان مسکونی موضوع پلاک ثبتی ۱/۱۴۸۳۸ واقع در بخش ۱۲ بابلسر به متراژ ۹۶/۸۶ مترمربع، مساحت کل زیربنا ۹۵۷ مترمربع، در ۵ طبقه ۷ واحد، دارای پارکینگ به متراژ ۱۰ مترمربع، انباری به متراژ ۱/۶۷ مترمربع، عمربنا ۱۸ ساله واقع در بابلسر، خیابان طالقانی، کوچه سمبل، ساختمان سالینا، طبقه دوم، واحد۴، را از طریق مزایده عمومی به فروش برساند. متقاضیان می توانند جهت دریافت اسناد مزایده، بازدید و تحویل پیشنهاد قیمت از تاریخ درج آگهی ۱۴۰۱/۰۸/۳۰ لغایت ۱۴۰۱/۰۹/۱۳ طی ساعات اداری از ۸ الی ۱۷ به مدت ۱۰ روز کاری به آدرس تهران، بلوار کشاورز، نبش خیابان شوریده، پلاک ۵۳ طبقه ۵ واحد دبیرخانه مراجعه و یا جهت اطلاعات بیشتر با تلفن ۰۲۱-۸۹۳۷۲۲۴۷-۲۴۸ تماس حاصل فرمایند. اطلاعات ملک مذکور در سایت www.parsianleasing.com قابل مشاهده می باشد. <box>427 1439 787 1667</box>
question: مهم‌ترین برنامه‌ای که تا پایان سال اجرا می‌کنید چیست؟ <box>365 890 569 923</box>
ad-footer: بانک تجارت-اداره کارپردازی <box>1391 1461 1520 1472</box>
qa-block <box>806 714 1017 835</box>
question: در این فضاها وجود دارد؟ <box>421 709 569 722</box>
numbers-tag: عدد خبر <box>1286 630 1535 661</box>
table-cell: بابت ۱۰۰% سهام <box>455 1896 497 1917</box>
author-photo <box>275 310 345 381</box>
website-link[interactable]: WWW.TEJARATBANK.ir <box>928 1343 1049 1354</box>
newspaper-logo: همشهری <box>88 125 248 166</box>
table-row <box>62 1631 392 1669</box>
